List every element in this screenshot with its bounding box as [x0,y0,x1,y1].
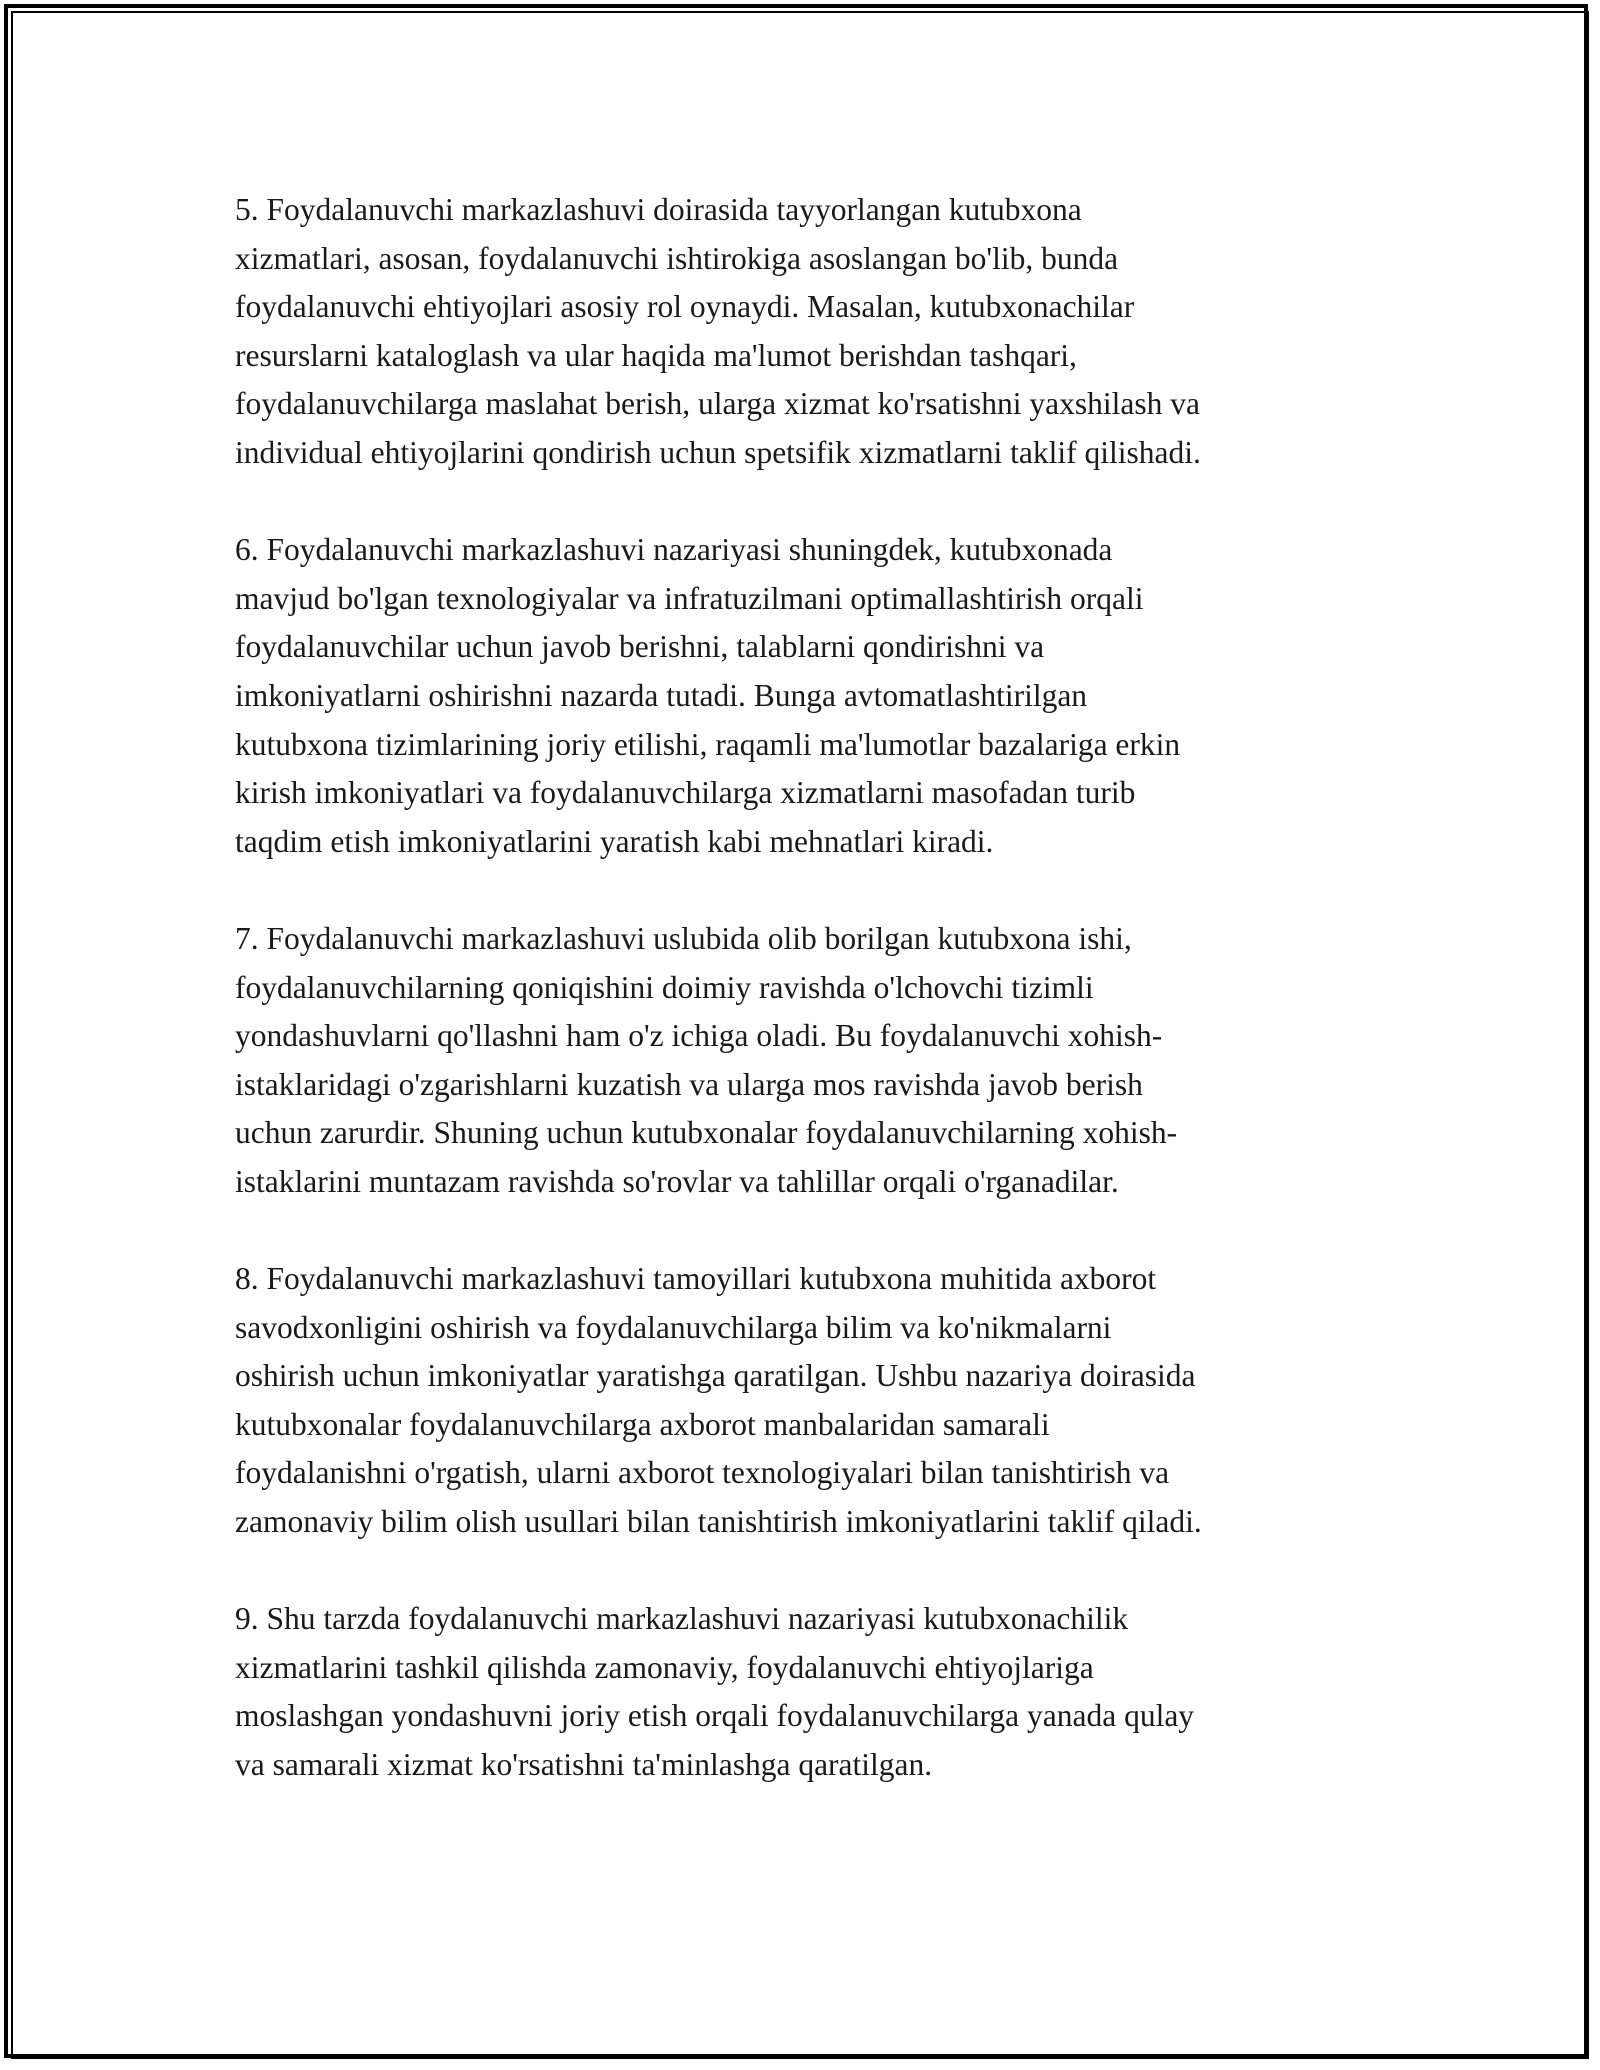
text-line: 8. Foydalanuvchi markazlashuvi tamoyillari kutubxona muhitida axborot [235,1261,1157,1297]
text-line: 9. Shu tarzda foydalanuvchi markazlashuvi nazariyasi kutubxonachilik [235,1601,1129,1637]
text-line: istaklarini muntazam ravishda so'rovlar va tahlillar orqali o'rganadilar. [235,1163,1119,1199]
text-line: individual ehtiyojlarini qondirish uchun spetsifik xizmatlarni taklif qilishadi. [235,434,1201,470]
text-line: mavjud bo'lgan texnologiyalar va infratuzilmani optimallashtirish orqali [235,580,1144,616]
text-line: zamonaviy bilim olish usullari bilan tanishtirish imkoniyatlarini taklif qiladi. [235,1504,1202,1540]
paragraph-5 [235,186,1375,478]
text-line: foydalanuvchilarning qoniqishini doimiy ravishda o'lchovchi tizimli [235,969,1094,1005]
text-line: istaklaridagi o'zgarishlarni kuzatish va ularga mos ravishda javob berish [235,1066,1143,1102]
text-line: va samarali xizmat ko'rsatishni ta'minlashga qaratilgan. [235,1747,933,1782]
document-body [235,186,1375,1838]
text-line: imkoniyatlarni oshirishni nazarda tutadi. Bunga avtomatlashtirilgan [235,677,1088,713]
text-line: 7. Foydalanuvchi markazlashuvi uslubida olib borilgan kutubxona ishi, [235,920,1132,956]
paragraph-6 [235,526,1375,866]
text-line: kutubxona tizimlarining joriy etilishi, raqamli ma'lumotlar bazalariga erkin [235,726,1181,762]
text-line: foydalanuvchilarga maslahat berish, ularga xizmat ko'rsatishni yaxshilash va [235,386,1200,422]
text-line: uchun zarurdir. Shuning uchun kutubxonalar foydalanuvchilarning xohish- [235,1115,1178,1151]
text-line: savodxonligini oshirish va foydalanuvchilarga bilim va ko'nikmalarni [235,1309,1112,1345]
text-line: 5. Foydalanuvchi markazlashuvi doirasida tayyorlangan kutubxona [235,192,1082,227]
paragraph-7 [235,915,1375,1207]
text-line: taqdim etish imkoniyatlarini yaratish kabi mehnatlari kiradi. [235,823,994,859]
text-line: xizmatlarini tashkil qilishda zamonaviy, foydalanuvchi ehtiyojlariga [235,1649,1094,1685]
text-line: foydalanuvchilar uchun javob berishni, talablarni qondirishni va [235,629,1045,665]
text-line: 6. Foydalanuvchi markazlashuvi nazariyasi shuningdek, kutubxonada [235,532,1113,568]
text-line: xizmatlari, asosan, foydalanuvchi ishtirokiga asoslangan bo'lib, bunda [235,240,1119,276]
paragraph-9 [235,1595,1375,1789]
text-line: moslashgan yondashuvni joriy etish orqali foydalanuvchilarga yanada qulay [235,1698,1195,1734]
text-line: kirish imkoniyatlari va foydalanuvchilarga xizmatlarni masofadan turib [235,775,1136,811]
text-line: foydalanishni o'rgatish, ularni axborot texnologiyalari bilan tanishtirish va [235,1455,1170,1491]
text-line: yondashuvlarni qo'llashni ham o'z ichiga oladi. Bu foydalanuvchi xohish- [235,1018,1163,1054]
text-line: kutubxonalar foydalanuvchilarga axborot manbalaridan samarali [235,1406,1050,1442]
text-line: foydalanuvchi ehtiyojlari asosiy rol oynaydi. Masalan, kutubxonachilar [235,289,1135,325]
paragraph-8 [235,1255,1375,1547]
text-line: oshirish uchun imkoniyatlar yaratishga qaratilgan. Ushbu nazariya doirasida [235,1358,1196,1394]
text-line: resurslarni kataloglash va ular haqida ma'lumot berishdan tashqari, [235,337,1077,373]
